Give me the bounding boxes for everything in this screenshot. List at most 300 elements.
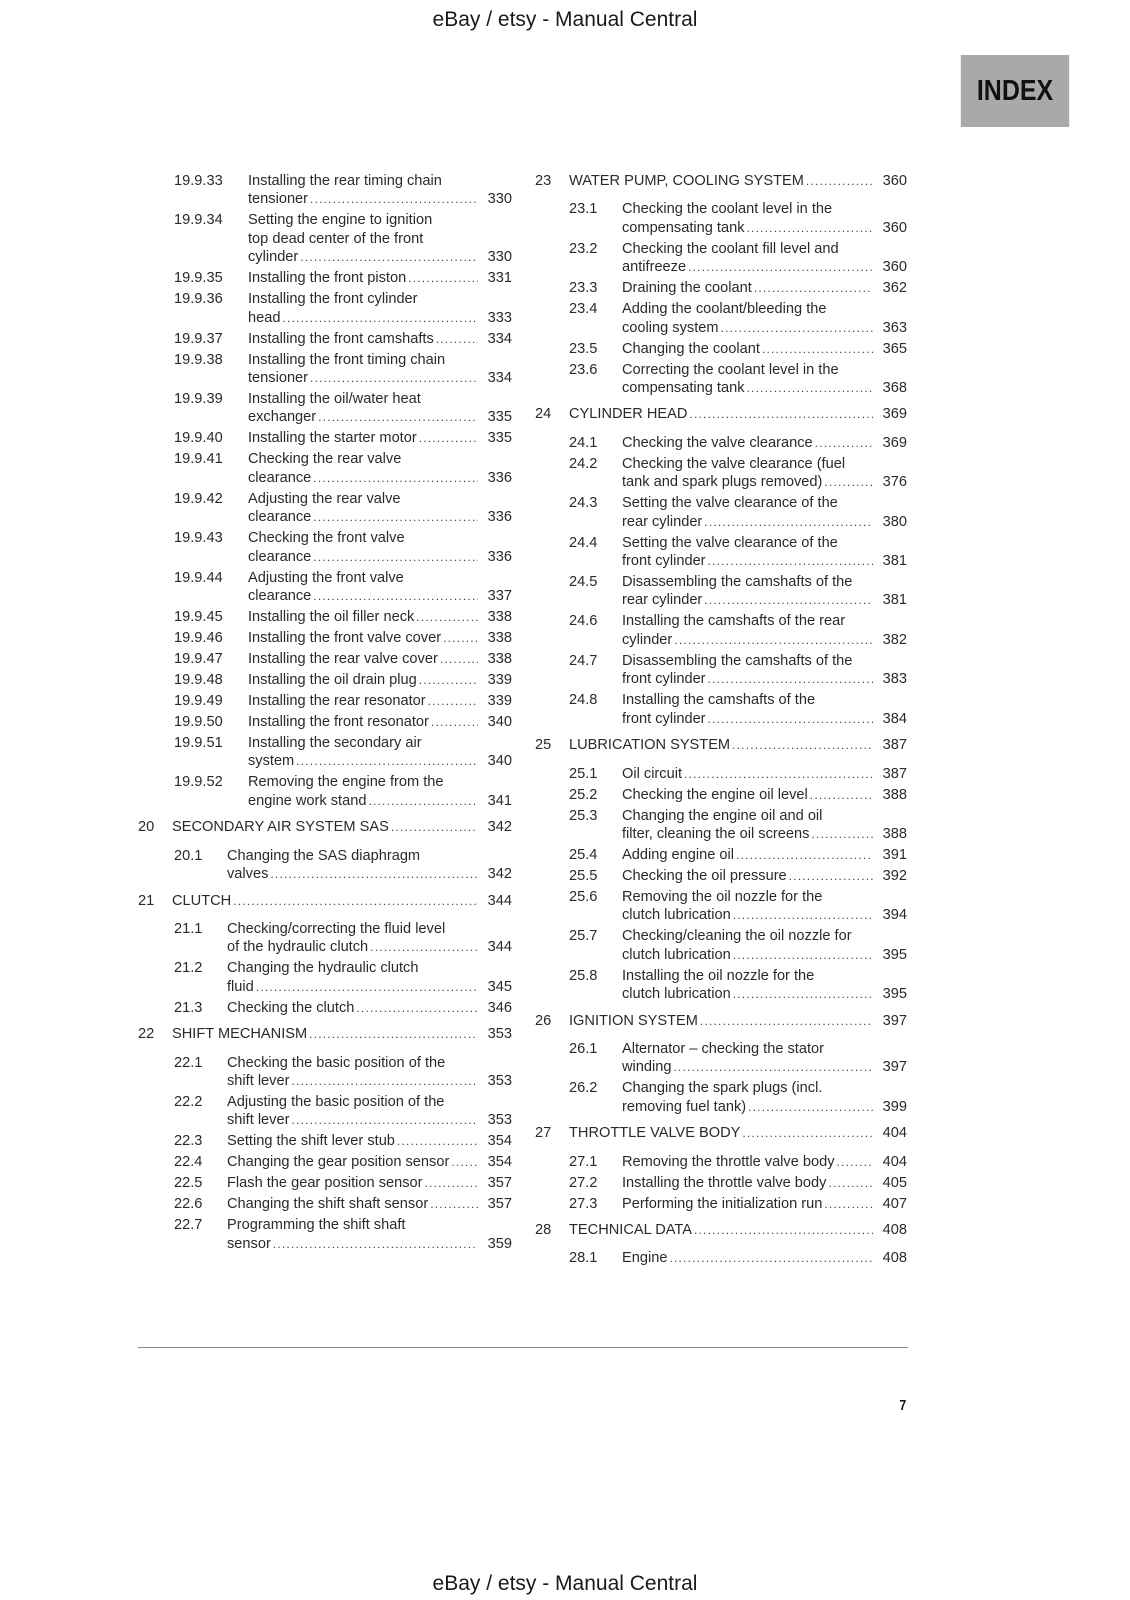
dot-leader: [310, 190, 478, 208]
toc-section-entry[interactable]: [535, 652, 907, 689]
toc-section-entry[interactable]: [138, 713, 512, 731]
toc-section-entry[interactable]: [535, 300, 907, 337]
toc-entry-number: 19.9.45: [174, 609, 223, 626]
toc-entry-page: 369: [882, 434, 907, 451]
dot-leader: [291, 1072, 478, 1090]
toc-section-entry[interactable]: [138, 1195, 512, 1213]
toc-entry-title-line: shift lever: [227, 1072, 290, 1089]
toc-entry-number: 20: [138, 819, 155, 836]
toc-entry-title-line: cylinder: [248, 249, 299, 266]
toc-entry-page: 380: [882, 513, 907, 530]
toc-entry-page: 334: [487, 330, 512, 347]
toc-entry-title-line: rear cylinder: [622, 513, 703, 530]
toc-entry-title-line: Checking the coolant level in the: [622, 201, 833, 218]
toc-section-entry[interactable]: [535, 1174, 907, 1192]
toc-entry-title-line: cylinder: [622, 631, 673, 648]
toc-section-entry[interactable]: [138, 390, 512, 427]
toc-entry-number: 24.3: [569, 495, 598, 512]
toc-entry-page: 344: [487, 939, 512, 956]
toc-section-entry[interactable]: [138, 1054, 512, 1091]
toc-entry-page: 397: [882, 1059, 907, 1076]
toc-entry-title-line: Removing the engine from the: [248, 774, 444, 791]
toc-section-entry[interactable]: [535, 1153, 907, 1171]
toc-section-entry[interactable]: [535, 434, 907, 452]
toc-entry-number: 25.6: [569, 888, 598, 905]
toc-section-entry[interactable]: [138, 650, 512, 668]
toc-entry-title-line: Changing the spark plugs (incl.: [622, 1080, 823, 1097]
toc-entry-title-line: filter, cleaning the oil screens: [622, 825, 810, 842]
toc-entry-title-line: Installing the front piston: [248, 270, 407, 287]
toc-section-entry[interactable]: [535, 279, 907, 297]
toc-section-entry[interactable]: [535, 1040, 907, 1077]
toc-entry-number: 23.3: [569, 280, 598, 297]
toc-entry-title-line: system: [248, 753, 295, 770]
toc-entry-page: 408: [882, 1221, 907, 1238]
toc-entry-number: 24.8: [569, 692, 598, 709]
toc-entry-title-line: Installing the front cylinder: [248, 291, 418, 308]
toc-entry-number: 19.9.48: [174, 672, 223, 689]
dot-leader: [815, 434, 873, 452]
toc-entry-number: 21.2: [174, 960, 203, 977]
toc-entry-title-line: Checking the engine oil level: [622, 786, 808, 803]
toc-entry-title-line: LUBRICATION SYSTEM: [569, 737, 731, 754]
toc-section-entry[interactable]: [138, 1216, 512, 1253]
toc-section-entry[interactable]: [535, 612, 907, 649]
toc-entry-title-line: clutch lubrication: [622, 986, 731, 1003]
dot-leader: [296, 752, 478, 770]
toc-section-entry[interactable]: [535, 691, 907, 728]
toc-entry-title-line: Checking the valve clearance: [622, 434, 813, 451]
toc-entry-number: 24.2: [569, 455, 598, 472]
toc-entry-page: 342: [487, 819, 512, 836]
toc-entry-title-line: Installing the rear resonator: [248, 693, 426, 710]
toc-entry-page: 344: [487, 892, 512, 909]
toc-entry-title-line: clutch lubrication: [622, 907, 731, 924]
dot-leader: [313, 548, 478, 566]
toc-section-entry[interactable]: [138, 211, 512, 266]
toc-section-entry[interactable]: [535, 534, 907, 571]
toc-entry-title-line: Checking the rear valve: [248, 451, 402, 468]
dot-leader: [318, 408, 478, 426]
toc-entry-number: 28: [535, 1221, 552, 1238]
toc-entry-title-line: compensating tank: [622, 219, 745, 236]
toc-entry-page: 404: [882, 1125, 907, 1142]
toc-entry-title-line: Engine: [622, 1250, 668, 1267]
toc-entry-title-line: valves: [227, 866, 269, 883]
dot-leader: [700, 1012, 873, 1030]
dot-leader: [837, 1153, 873, 1171]
toc-left-column: [138, 172, 512, 1256]
toc-entry-page: 407: [882, 1195, 907, 1212]
toc-entry-title-line: Installing the oil/water heat: [248, 391, 421, 408]
dot-leader: [733, 946, 873, 964]
toc-section-entry[interactable]: [138, 920, 512, 957]
toc-section-entry[interactable]: [138, 1153, 512, 1171]
dot-leader: [704, 591, 873, 609]
dot-leader: [282, 309, 478, 327]
toc-section-entry[interactable]: [535, 200, 907, 237]
toc-entry-number: 25.1: [569, 765, 598, 782]
toc-entry-page: 331: [487, 270, 512, 287]
toc-entry-page: 376: [882, 474, 907, 491]
toc-entry-page: 408: [882, 1250, 907, 1267]
toc-entry-number: 24.7: [569, 652, 598, 669]
toc-entry-title-line: Adjusting the rear valve: [248, 490, 401, 507]
toc-section-entry[interactable]: [138, 450, 512, 487]
toc-section-entry[interactable]: [535, 786, 907, 804]
toc-entry-number: 22.6: [174, 1196, 203, 1213]
toc-entry-page: 388: [882, 786, 907, 803]
dot-leader: [669, 1249, 873, 1267]
toc-section-entry[interactable]: [138, 734, 512, 771]
toc-entry-number: 20.1: [174, 847, 203, 864]
toc-entry-title-line: Changing the gear position sensor: [227, 1154, 450, 1171]
dot-leader: [762, 340, 873, 358]
toc-entry-number: 19.9.47: [174, 651, 223, 668]
toc-entry-title-line: clutch lubrication: [622, 946, 731, 963]
toc-entry-number: 19.9.36: [174, 291, 223, 308]
toc-entry-title-line: Installing the camshafts of the rear: [622, 613, 846, 630]
toc-entry-number: 22.1: [174, 1054, 203, 1071]
toc-entry-page: 357: [487, 1196, 512, 1213]
toc-entry-number: 23.6: [569, 361, 598, 378]
toc-entry-title-line: removing fuel tank): [622, 1098, 747, 1115]
toc-chapter-entry[interactable]: [535, 172, 907, 190]
dot-leader: [408, 269, 478, 287]
toc-entry-page: 353: [487, 1112, 512, 1129]
toc-entry-title-line: clearance: [248, 588, 312, 605]
toc-section-entry[interactable]: [535, 361, 907, 398]
dot-leader: [428, 692, 478, 710]
toc-section-entry[interactable]: [535, 1249, 907, 1267]
toc-entry-page: 387: [882, 737, 907, 754]
toc-entry-title-line: rear cylinder: [622, 592, 703, 609]
toc-entry-number: 22: [138, 1026, 155, 1043]
toc-section-entry[interactable]: [138, 351, 512, 388]
toc-chapter-entry[interactable]: [138, 1025, 512, 1043]
dot-leader: [694, 1221, 873, 1239]
dot-leader: [708, 552, 873, 570]
toc-entry-number: 23.1: [569, 201, 598, 218]
toc-section-entry[interactable]: [535, 240, 907, 277]
dot-leader: [370, 938, 478, 956]
toc-entry-number: 25.3: [569, 807, 598, 824]
toc-entry-title-line: WATER PUMP, COOLING SYSTEM: [569, 173, 804, 189]
watermark-top: eBay / etsy - Manual Central: [432, 8, 698, 31]
toc-chapter-entry[interactable]: [535, 1012, 907, 1030]
toc-entry-page: 360: [882, 173, 907, 189]
dot-leader: [309, 1025, 478, 1043]
toc-entry-number: 19.9.39: [174, 391, 223, 408]
toc-entry-number: 26.1: [569, 1040, 598, 1057]
toc-entry-title-line: Checking the basic position of the: [227, 1054, 446, 1071]
toc-entry-page: 339: [487, 672, 512, 689]
toc-section-entry[interactable]: [535, 927, 907, 964]
toc-entry-title-line: Changing the shift shaft sensor: [227, 1196, 429, 1213]
toc-entry-page: 336: [487, 509, 512, 526]
toc-entry-number: 25: [535, 737, 552, 754]
dot-leader: [704, 513, 873, 531]
toc-entry-title-line: Alternator – checking the stator: [622, 1040, 824, 1057]
dot-leader: [368, 792, 478, 810]
toc-entry-number: 25.8: [569, 967, 598, 984]
toc-section-entry[interactable]: [535, 846, 907, 864]
toc-entry-title-line: Setting the valve clearance of the: [622, 495, 838, 512]
dot-leader: [708, 710, 873, 728]
toc-entry-title-line: Adjusting the basic position of the: [227, 1093, 445, 1110]
toc-entry-title-line: Installing the front resonator: [248, 714, 429, 731]
toc-section-entry[interactable]: [138, 290, 512, 327]
toc-entry-title-line: sensor: [227, 1235, 271, 1252]
dot-leader: [684, 765, 873, 783]
toc-entry-page: 383: [882, 671, 907, 688]
toc-entry-title-line: Correcting the coolant level in the: [622, 361, 839, 378]
toc-entry-title-line: shift lever: [227, 1112, 290, 1129]
toc-entry-title-line: tensioner: [248, 370, 309, 387]
toc-entry-number: 22.3: [174, 1133, 203, 1150]
toc-entry-title-line: Installing the front valve cover: [248, 630, 442, 647]
toc-section-entry[interactable]: [138, 1132, 512, 1150]
dot-leader: [425, 1174, 478, 1192]
toc-entry-number: 19.9.38: [174, 351, 223, 368]
toc-entry-page: 353: [487, 1026, 512, 1043]
toc-entry-page: 365: [882, 340, 907, 357]
dot-leader: [828, 1174, 873, 1192]
toc-entry-title-line: exchanger: [248, 409, 317, 426]
toc-entry-page: 359: [487, 1235, 512, 1252]
toc-entry-number: 21: [138, 892, 155, 909]
toc-entry-title-line: Checking the coolant fill level and: [622, 240, 839, 257]
toc-section-entry[interactable]: [535, 807, 907, 844]
toc-entry-title-line: Setting the valve clearance of the: [622, 534, 838, 551]
toc-entry-number: 19.9.41: [174, 451, 223, 468]
toc-entry-page: 369: [882, 406, 907, 423]
toc-entry-number: 19.9.52: [174, 774, 223, 791]
toc-entry-page: 354: [487, 1133, 512, 1150]
toc-entry-number: 25.2: [569, 786, 598, 803]
dot-leader: [419, 429, 478, 447]
toc-chapter-entry[interactable]: [138, 892, 512, 910]
toc-section-entry[interactable]: [138, 172, 512, 209]
toc-section-entry[interactable]: [138, 529, 512, 566]
toc-section-entry[interactable]: [535, 340, 907, 358]
toc-entry-title-line: Installing the starter motor: [248, 430, 417, 447]
toc-section-entry[interactable]: [138, 1093, 512, 1130]
toc-entry-title-line: Checking the oil pressure: [622, 867, 787, 884]
page-number: 7: [899, 1397, 907, 1414]
toc-entry-number: 24.4: [569, 534, 598, 551]
toc-entry-title-line: Installing the oil drain plug: [248, 672, 417, 689]
toc-section-entry[interactable]: [138, 490, 512, 527]
toc-section-entry[interactable]: [535, 1079, 907, 1116]
toc-chapter-entry[interactable]: [535, 1221, 907, 1239]
dot-leader: [391, 818, 478, 836]
toc-entry-page: 330: [487, 191, 512, 208]
toc-section-entry[interactable]: [138, 1174, 512, 1192]
toc-section-entry[interactable]: [138, 671, 512, 689]
toc-entry-title-line: of the hydraulic clutch: [227, 939, 369, 956]
toc-entry-page: 341: [487, 792, 512, 809]
toc-entry-title-line: Installing the camshafts of the: [622, 692, 816, 709]
toc-section-entry[interactable]: [138, 608, 512, 626]
toc-entry-number: 22.2: [174, 1093, 203, 1110]
dot-leader: [313, 508, 478, 526]
toc-section-entry[interactable]: [535, 573, 907, 610]
toc-entry-number: 28.1: [569, 1250, 598, 1267]
dot-leader: [754, 279, 873, 297]
toc-entry-title-line: Removing the oil nozzle for the: [622, 888, 823, 905]
toc-entry-title-line: Checking the clutch: [227, 999, 355, 1016]
toc-entry-page: 337: [487, 588, 512, 605]
toc-entry-title-line: SECONDARY AIR SYSTEM SAS: [172, 819, 389, 836]
toc-entry-page: 399: [882, 1098, 907, 1115]
dot-leader: [811, 825, 873, 843]
toc-section-entry[interactable]: [138, 429, 512, 447]
toc-entry-number: 21.3: [174, 999, 203, 1016]
dot-leader: [300, 248, 478, 266]
toc-entry-title-line: Oil circuit: [622, 765, 682, 782]
toc-entry-page: 381: [882, 592, 907, 609]
toc-entry-title-line: Changing the hydraulic clutch: [227, 960, 419, 977]
dot-leader: [256, 978, 478, 996]
dot-leader: [747, 219, 873, 237]
toc-entry-title-line: front cylinder: [622, 710, 706, 727]
toc-chapter-entry[interactable]: [535, 405, 907, 423]
toc-entry-page: 395: [882, 986, 907, 1003]
toc-entry-page: 345: [487, 978, 512, 995]
toc-entry-page: 363: [882, 319, 907, 336]
dot-leader: [430, 1195, 478, 1213]
toc-entry-title-line: Disassembling the camshafts of the: [622, 652, 853, 669]
toc-entry-number: 22.4: [174, 1154, 203, 1171]
toc-entry-title-line: engine work stand: [248, 792, 367, 809]
toc-section-entry[interactable]: [535, 455, 907, 492]
toc-entry-page: 395: [882, 946, 907, 963]
toc-entry-number: 19.9.42: [174, 490, 223, 507]
toc-entry-title-line: front cylinder: [622, 553, 706, 570]
toc-entry-number: 26.2: [569, 1080, 598, 1097]
toc-entry-title-line: antifreeze: [622, 259, 687, 276]
toc-section-entry[interactable]: [138, 959, 512, 996]
toc-entry-page: 338: [487, 630, 512, 647]
toc-entry-page: 394: [882, 907, 907, 924]
toc-section-entry[interactable]: [535, 967, 907, 1004]
toc-section-entry[interactable]: [535, 867, 907, 885]
dot-leader: [810, 786, 873, 804]
toc-entry-number: 19.9.50: [174, 714, 223, 731]
toc-entry-title-line: Changing the coolant: [622, 340, 760, 357]
toc-entry-title-line: head: [248, 309, 281, 326]
toc-entry-page: 340: [487, 753, 512, 770]
index-tab-label: INDEX: [976, 74, 1054, 107]
dot-leader: [310, 369, 478, 387]
toc-entry-number: 24.5: [569, 574, 598, 591]
toc-section-entry[interactable]: [138, 269, 512, 287]
toc-section-entry[interactable]: [535, 765, 907, 783]
toc-section-entry[interactable]: [138, 773, 512, 810]
toc-entry-page: 339: [487, 693, 512, 710]
toc-entry-page: 384: [882, 710, 907, 727]
toc-entry-title-line: Adding the coolant/bleeding the: [622, 301, 827, 318]
toc-entry-title-line: Removing the throttle valve body: [622, 1153, 835, 1170]
toc-entry-title-line: Installing the rear timing chain: [248, 173, 442, 189]
dot-leader: [443, 629, 478, 647]
toc-entry-number: 24: [535, 406, 552, 423]
toc-section-entry[interactable]: [535, 1195, 907, 1213]
toc-entry-title-line: CYLINDER HEAD: [569, 406, 688, 423]
dot-leader: [742, 1124, 873, 1142]
toc-section-entry[interactable]: [535, 888, 907, 925]
dot-leader: [747, 379, 873, 397]
toc-entry-number: 27.2: [569, 1174, 598, 1191]
toc-entry-title-line: Adjusting the front valve: [248, 569, 404, 586]
dot-leader: [233, 892, 478, 910]
toc-entry-title-line: clearance: [248, 469, 312, 486]
toc-entry-page: 340: [487, 714, 512, 731]
toc-entry-title-line: Checking/cleaning the oil nozzle for: [622, 928, 852, 945]
dot-leader: [440, 650, 478, 668]
toc-entry-number: 22.7: [174, 1217, 203, 1234]
toc-entry-number: 25.5: [569, 867, 598, 884]
dot-leader: [736, 846, 873, 864]
toc-entry-page: 360: [882, 259, 907, 276]
toc-entry-title-line: tensioner: [248, 191, 309, 208]
toc-entry-number: 19.9.46: [174, 630, 223, 647]
toc-entry-page: 354: [487, 1154, 512, 1171]
toc-entry-title-line: cooling system: [622, 319, 719, 336]
dot-leader: [674, 1058, 874, 1076]
toc-section-entry[interactable]: [535, 494, 907, 531]
toc-entry-title-line: Changing the SAS diaphragm: [227, 847, 421, 864]
toc-entry-page: 346: [487, 999, 512, 1016]
toc-section-entry[interactable]: [138, 692, 512, 710]
toc-entry-title-line: Programming the shift shaft: [227, 1217, 406, 1234]
toc-entry-title-line: Installing the throttle valve body: [622, 1174, 827, 1191]
toc-entry-title-line: front cylinder: [622, 671, 706, 688]
toc-chapter-entry[interactable]: [138, 818, 512, 836]
toc-entry-title-line: Installing the rear valve cover: [248, 651, 438, 668]
dot-leader: [431, 713, 478, 731]
toc-entry-number: 27.3: [569, 1195, 598, 1212]
toc-entry-number: 19.9.43: [174, 530, 223, 547]
dot-leader: [416, 608, 478, 626]
toc-entry-title-line: compensating tank: [622, 380, 745, 397]
dot-leader: [313, 469, 478, 487]
toc-section-entry[interactable]: [138, 999, 512, 1017]
toc-entry-number: 25.7: [569, 928, 598, 945]
toc-entry-page: 335: [487, 430, 512, 447]
toc-entry-number: 23: [535, 173, 552, 189]
toc-section-entry[interactable]: [138, 847, 512, 884]
dot-leader: [789, 867, 873, 885]
dot-leader: [397, 1132, 478, 1150]
toc-entry-title-line: Installing the oil nozzle for the: [622, 967, 815, 984]
toc-chapter-entry[interactable]: [535, 736, 907, 754]
toc-entry-number: 19.9.33: [174, 173, 223, 189]
toc-entry-page: 362: [882, 280, 907, 297]
toc-entry-number: 23.5: [569, 340, 598, 357]
toc-section-entry[interactable]: [138, 569, 512, 606]
toc-entry-page: 368: [882, 380, 907, 397]
toc-entry-page: 404: [882, 1153, 907, 1170]
toc-entry-title-line: Checking the valve clearance (fuel: [622, 455, 846, 472]
toc-entry-title-line: winding: [622, 1059, 672, 1076]
toc-section-entry[interactable]: [138, 629, 512, 647]
toc-entry-title-line: Flash the gear position sensor: [227, 1175, 423, 1192]
toc-section-entry[interactable]: [138, 330, 512, 348]
toc-chapter-entry[interactable]: [535, 1124, 907, 1142]
toc-entry-number: 19.9.44: [174, 569, 223, 586]
